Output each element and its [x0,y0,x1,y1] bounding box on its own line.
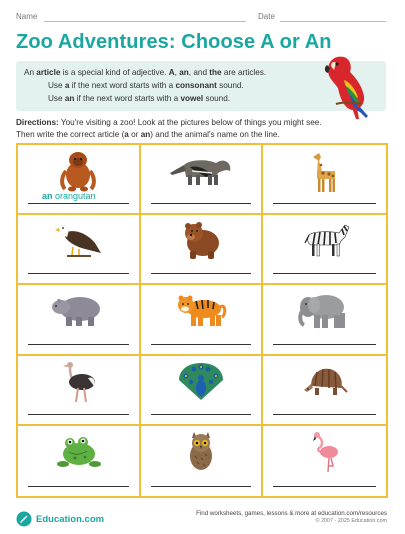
armadillo-icon [301,360,349,400]
owl-icon [183,430,219,474]
answer-line[interactable] [151,486,252,487]
answer-line[interactable] [28,414,129,415]
animal-cell [263,215,386,285]
date-line[interactable] [280,21,386,22]
example-answer: an orangutan [42,191,96,202]
hippo-icon [50,289,106,329]
directions-line-2: Then write the correct article (a or an) and the animal's name on the line. [16,130,280,139]
animal-cell [141,285,264,355]
answer-line[interactable] [28,344,129,345]
answer-line[interactable] [151,273,252,274]
elephant-icon [296,289,354,331]
animal-cell [141,426,264,496]
answer-line[interactable] [28,486,129,487]
info-line-3: Use an if the next word starts with a vowel sound. [48,94,231,103]
answer-line[interactable] [273,273,376,274]
info-line-1: An article is a special kind of adjective. A, an, and the are articles. [24,68,267,77]
name-line[interactable] [44,21,246,22]
animal-cell [18,145,141,215]
anteater-icon [166,149,236,189]
zebra-icon [299,219,351,259]
footer-copyright: © 2007 - 2025 Education.com [315,518,387,524]
directions-line-1: Directions: You're visiting a zoo! Look at the pictures below of things you might see. [16,118,322,127]
animal-grid [16,143,388,498]
animal-cell [18,215,141,285]
flamingo-icon [307,430,343,474]
animal-cell [141,145,264,215]
answer-line[interactable] [273,203,376,204]
education-logo-icon [16,511,32,527]
bear-icon [176,219,226,261]
animal-cell [18,285,141,355]
footer-resources[interactable]: Find worksheets, games, lessons & more at education.com/resources [196,510,387,517]
animal-cell [18,356,141,426]
tiger-icon [174,289,228,329]
answer-line[interactable] [273,414,376,415]
animal-cell [263,356,386,426]
ostrich-icon [58,360,98,404]
peacock-icon [176,360,226,404]
answer-line[interactable] [151,203,252,204]
answer-line[interactable] [273,344,376,345]
animal-cell [263,426,386,496]
animal-cell [263,285,386,355]
education-logo[interactable] [16,511,104,527]
parrot-icon [322,52,382,120]
answer-line[interactable] [151,414,252,415]
name-label: Name [16,12,38,21]
frog-icon [53,430,103,472]
logo-text: Education.com [36,513,105,525]
animal-cell [263,145,386,215]
animal-cell [141,356,264,426]
eagle-icon [51,219,105,259]
animal-cell [141,215,264,285]
answer-line[interactable] [28,203,129,204]
answer-line[interactable] [28,273,129,274]
answer-line[interactable] [273,486,376,487]
animal-cell [18,426,141,496]
orangutan-icon [53,149,103,193]
page-title: Zoo Adventures: Choose A or An [16,31,332,53]
date-label: Date [258,12,275,21]
answer-line[interactable] [151,344,252,345]
info-line-2: Use a if the next word starts with a consonant sound. [48,81,244,90]
giraffe-icon [305,149,345,193]
